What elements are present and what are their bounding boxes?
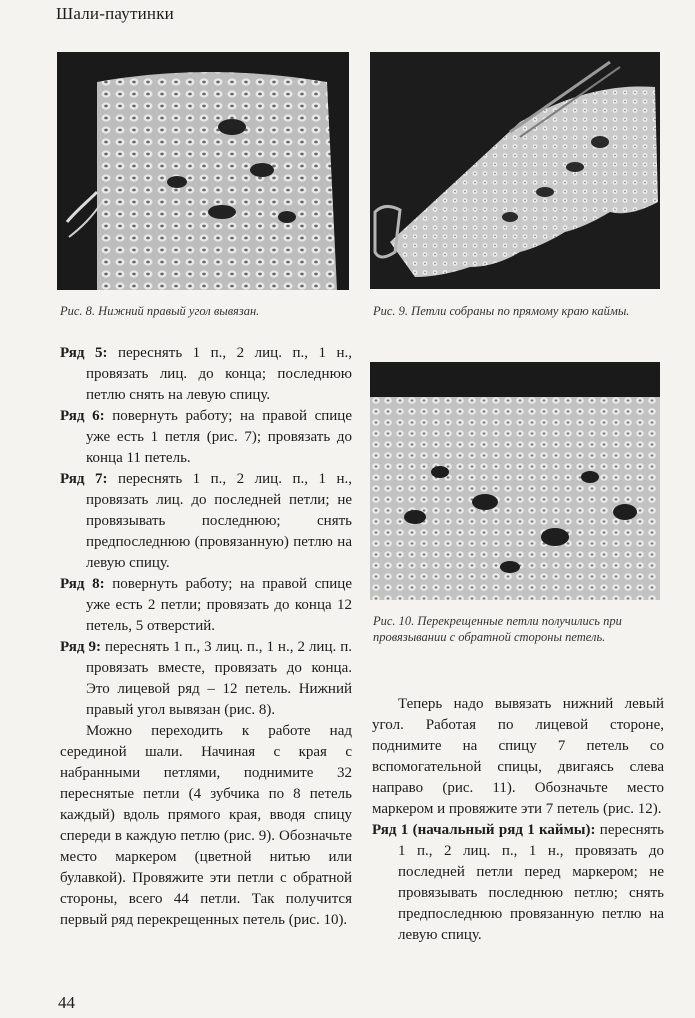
body-paragraph: Можно переходить к работе над серединой шали. Начиная с края с набранными петлями, поднимите 32 переснятые петли (4 зубчика по 8 петель каждый) вдоль прямого края, вводя спицу спереди в каждую петлю (рис. 9). Обозначьте место маркером (цветной нитью или булавкой). Провяжите эти петли с обратной стороны, всего 44 петли. Так получится первый ряд перекрещенных петель (рис. 10). bbox=[60, 723, 352, 928]
row-text: переснять 1 п., 3 лиц. п., 1 н., 2 лиц. п. провязать вместе, провязать до конца. Это лицевой ряд – 12 петель. Нижний правый угол вывязан (рис. 8). bbox=[86, 639, 353, 718]
row-text: повернуть работу; на правой спице уже есть 2 петли; провязать до конца 12 петель, 5 отверстий. bbox=[86, 576, 352, 634]
page-number: 44 bbox=[58, 993, 75, 1012]
instruction-row bbox=[60, 469, 352, 574]
right-column bbox=[372, 694, 664, 946]
crossed-stitches-image bbox=[370, 362, 660, 600]
picked-up-stitches-image bbox=[370, 52, 660, 289]
row-text: переснять 1 п., 2 лиц. п., 1 н., провязать до последней петли перед маркером; не провязывать последнюю петлю; снять предпоследнюю провязанную петлю на левую спицу. bbox=[398, 822, 664, 943]
instruction-row bbox=[60, 406, 352, 469]
figure-8-caption: Рис. 8. Нижний правый угол вывязан. bbox=[60, 304, 260, 318]
row-label: Ряд 1 (начальный ряд 1 каймы): bbox=[372, 822, 596, 838]
row-label: Ряд 6: bbox=[60, 408, 105, 424]
figure-9-photo bbox=[370, 52, 660, 289]
row-text: переснять 1 п., 2 лиц. п., 1 н., провязать лиц. до последней петли; не провязывать последнюю; снять предпоследнюю (провязанную) петлю на левую спицу. bbox=[86, 471, 352, 571]
figure-8-photo bbox=[57, 52, 349, 290]
left-column bbox=[60, 343, 352, 931]
figure-10-photo bbox=[370, 362, 660, 600]
row-label: Ряд 9: bbox=[60, 639, 101, 655]
instruction-row bbox=[60, 637, 352, 721]
row-text: повернуть работу; на правой спице уже есть 1 петля (рис. 7); провязать до конца 11 петель. bbox=[86, 408, 352, 466]
instruction-row bbox=[60, 343, 352, 406]
figure-9-caption: Рис. 9. Петли собраны по прямому краю каймы. bbox=[373, 304, 630, 318]
knitted-corner-image bbox=[57, 52, 349, 290]
row-label: Ряд 7: bbox=[60, 471, 108, 487]
instruction-row bbox=[60, 574, 352, 637]
row-text: переснять 1 п., 2 лиц. п., 1 н., провязать лиц. до конца; последнюю петлю снять на левую спицу. bbox=[86, 345, 352, 403]
running-header: Шали-паутинки bbox=[56, 4, 174, 23]
row-label: Ряд 8: bbox=[60, 576, 105, 592]
figure-10-caption: Рис. 10. Перекрещенные петли получились при провязывании с обратной стороны петель. bbox=[373, 614, 622, 644]
instruction-row bbox=[372, 820, 664, 946]
body-paragraph: Теперь надо вывязать нижний левый угол. Работая по лицевой стороне, поднимите на спицу 7 петель со вспомогательной спицы, двигаясь слева направо (рис. 11). Обозначьте место маркером и провяжите эти 7 петель (рис. 12). bbox=[372, 696, 664, 817]
row-label: Ряд 5: bbox=[60, 345, 108, 361]
